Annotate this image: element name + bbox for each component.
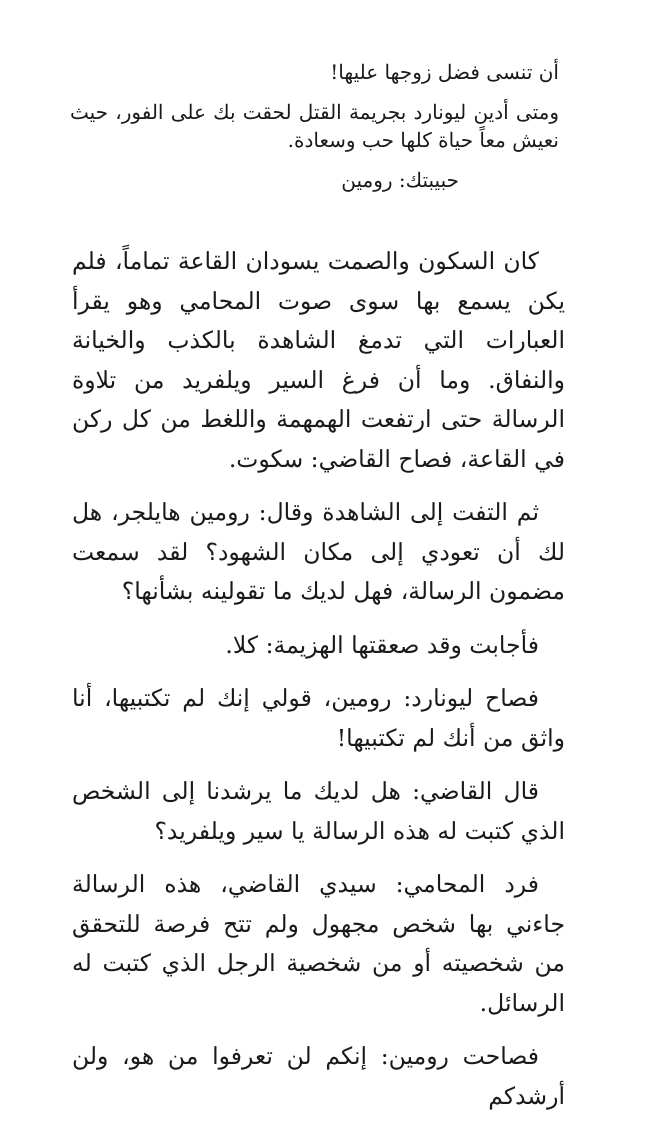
narrative-text xyxy=(72,242,565,1130)
letter-line: أن تنسى فضل زوجها عليها! xyxy=(330,60,559,84)
paragraph: فصاح ليونارد: رومين، قولي إنك لم تكتبيها، أنا واثق من أنك لم تكتبيها! xyxy=(72,684,565,752)
paragraph: قال القاضي: هل لديك ما يرشدنا إلى الشخص الذي كتبت له هذه الرسالة يا سير ويلفريد؟ xyxy=(72,777,565,845)
quoted-letter xyxy=(70,58,559,206)
letter-signature: حبيبتك: رومين xyxy=(341,168,459,192)
letter-line: ومتى أدين ليونارد بجريمة القتل لحقت بك على الفور، حيث نعيش معاً حياة كلها حب وسعادة. xyxy=(70,100,559,152)
paragraph: فصاحت رومين: إنكم لن تعرفوا من هو، ولن أرشدكم xyxy=(72,1042,565,1110)
paragraph: كان السكون والصمت يسودان القاعة تماماً، فلم يكن يسمع بها سوى صوت المحامي وهو يقرأ العبارات التي تدمغ الشاهدة بالكذب والخيانة والنفاق. وما أن فرغ السير ويلفريد من تلاوة الرسالة حتى ارتفعت الهمهمة واللغط من كل ركن في القاعة، فصاح القاضي: سكوت. xyxy=(72,247,565,473)
paragraph: ثم التفت إلى الشاهدة وقال: رومين هايلجر، هل لك أن تعودي إلى مكان الشهود؟ لقد سمعت مضمون الرسالة، فهل لديك ما تقولينه بشأنها؟ xyxy=(72,498,565,605)
paragraph: فرد المحامي: سيدي القاضي، هذه الرسالة جاءني بها شخص مجهول ولم تتح فرصة للتحقق من شخصيته أو من شخصية الرجل الذي كتبت له الرسائل. xyxy=(72,870,565,1017)
paragraph: فأجابت وقد صعقتها الهزيمة: كلا. xyxy=(225,630,539,659)
